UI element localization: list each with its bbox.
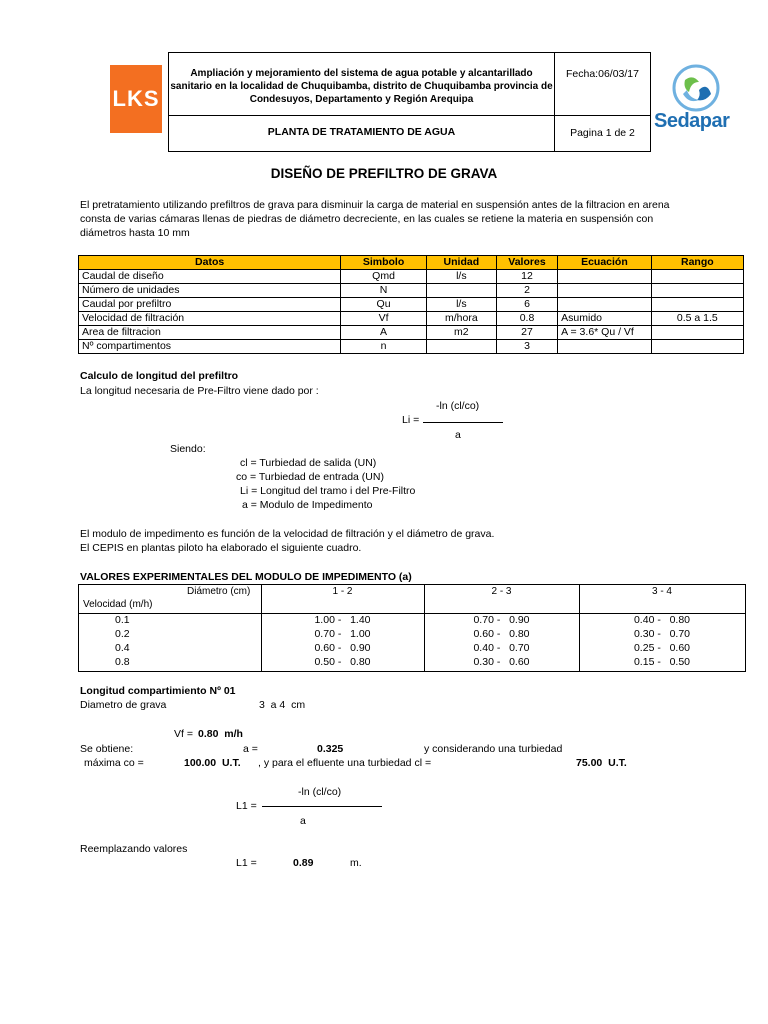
vf-value: 0.80 m/h [198,728,243,740]
data-table [78,255,744,354]
cell [651,284,743,298]
cl-value: 75.00 U.T. [576,757,627,769]
definition: co = Turbiedad de entrada (UN) [236,471,384,483]
formula-numerator: -ln (cl/co) [436,400,480,412]
table-row [79,326,744,340]
cell [651,340,743,354]
data-table-header [79,256,744,270]
se-obtiene-label: Se obtiene: [80,743,134,755]
cell: 0.5 a 1.5 [651,312,743,326]
cell: Qmd [341,270,427,284]
cell: Caudal de diseño [79,270,341,284]
col-header: Rango [651,256,743,270]
cell: m/hora [426,312,496,326]
table-row [79,312,744,326]
document-header [168,52,651,152]
vf-label: Vf = [174,728,193,740]
cell [558,284,651,298]
l1-result-value: 0.89 [293,857,314,869]
exp-table-title: VALORES EXPERIMENTALES DEL MODULO DE IMPEDIMENTO (a) [80,571,412,583]
cell: 12 [496,270,557,284]
reemplazando-label: Reemplazando valores [80,843,188,855]
turbidity-text: y considerando una turbiedad [424,743,563,755]
lks-logo: LKS [110,65,162,133]
cell [426,284,496,298]
cell: Caudal por prefiltro [79,298,341,312]
l1-formula-denominator: a [300,815,306,827]
gravel-diameter-value: 3 a 4 cm [259,699,306,711]
siendo-label: Siendo: [170,443,206,455]
definition: cl = Turbiedad de salida (UN) [240,457,377,469]
intro-paragraph: El pretratamiento utilizando prefiltros de grava para disminuir la carga de material en suspensión antes de la filtracion en arena consta de varias cámaras llenas de piedras de diámetro decreciente, en las cuales se retiene la materia en suspensión con diámetros hasta 10 mm [80,199,670,239]
calc-line: La longitud necesaria de Pre-Filtro viene dado por : [80,385,319,397]
project-title: Ampliación y mejoramiento del sistema de agua potable y alcantarillado sanitario en la localidad de Chuquibamba, distrito de Chuquibamba provincia de Condesuyos, Departamento y Región Arequipa [170,68,553,105]
date-label: Fecha:06/03/17 [566,68,639,80]
sedapar-wordmark: Sedapar [654,110,730,132]
col-header: Ecuación [558,256,651,270]
l1-formula-lhs: L1 = [236,800,257,812]
exp-col-header: 3 - 4 [651,586,672,597]
cell [651,270,743,284]
formula-denominator: a [455,429,461,441]
gravel-diameter-label: Diametro de grava [80,699,167,711]
cell: Qu [341,298,427,312]
note: El modulo de impedimento es función de la velocidad de filtración y el diámetro de grava. [80,528,495,540]
col-header: Simbolo [341,256,427,270]
a-label: a = [243,743,258,755]
cell: Vf [341,312,427,326]
formula-fraction-line [423,422,503,423]
comp1-heading: Longitud compartimiento Nº 01 [80,685,236,697]
cell [558,298,651,312]
cell: A = 3.6* Qu / Vf [558,326,651,340]
l1-result-unit: m. [350,857,362,869]
cell: 27 [496,326,557,340]
cell: Asumido [558,312,651,326]
plant-title: PLANTA DE TRATAMIENTO DE AGUA [267,126,456,138]
cell: Número de unidades [79,284,341,298]
max-co-label: máxima co = [84,757,144,769]
table-row [79,340,744,354]
exp-table: Diámetro (cm) Velocidad (m/h) 1 - 2 2 - 3 3 - 4 0.1 1.00 - 1.40 0.70 - 0.90 0.40 - 0.80 0.2 0.70 - 1.00 0.60 - 0.80 0.30 - 0.70 0.4 0.60 - 0.90 0.40 - 0.70 0.25 - 0.60 0.8 0.50 - 0.80 0.30 - 0.60 0.15 - 0.50 [78,584,746,672]
cell [651,326,743,340]
cell: 0.8 [496,312,557,326]
l1-formula-numerator: -ln (cl/co) [298,786,342,798]
calc-heading: Calculo de longitud del prefiltro [80,370,239,382]
cell: n [341,340,427,354]
cell [558,340,651,354]
cell [558,270,651,284]
cell: m2 [426,326,496,340]
co-value: 100.00 U.T. [184,757,241,769]
cell: 3 [496,340,557,354]
l1-fraction-line [262,806,382,807]
a-value: 0.325 [317,743,344,755]
table-row [79,284,744,298]
col-header: Unidad [426,256,496,270]
col-header: Valores [496,256,557,270]
definition: a = Modulo de Impedimento [242,499,373,511]
cell: 6 [496,298,557,312]
formula-lhs: Li = [402,414,420,426]
cell [426,340,496,354]
velocity-label: Velocidad (m/h) [83,599,153,610]
cell [651,298,743,312]
col-header: Datos [79,256,341,270]
cell: Nº compartimentos [79,340,341,354]
exp-col-header: 1 - 2 [332,586,353,597]
cell: A [341,326,427,340]
diameter-label: Diámetro (cm) [187,586,251,597]
page-title: DISEÑO DE PREFILTRO DE GRAVA [270,166,498,181]
effluent-text: , y para el efluente una turbiedad cl = [258,757,432,769]
note: El CEPIS en plantas piloto ha elaborado el siguiente cuadro. [80,542,362,554]
cell: 2 [496,284,557,298]
table-row [79,298,744,312]
cell: l/s [426,298,496,312]
l1-result-label: L1 = [236,857,257,869]
page-number: Pagina 1 de 2 [570,127,635,139]
cell: Velocidad de filtración [79,312,341,326]
cell: l/s [426,270,496,284]
definition: Li = Longitud del tramo i del Pre-Filtro [240,485,416,497]
table-row [79,270,744,284]
cell: Area de filtracion [79,326,341,340]
exp-col-header: 2 - 3 [491,586,512,597]
cell: N [341,284,427,298]
